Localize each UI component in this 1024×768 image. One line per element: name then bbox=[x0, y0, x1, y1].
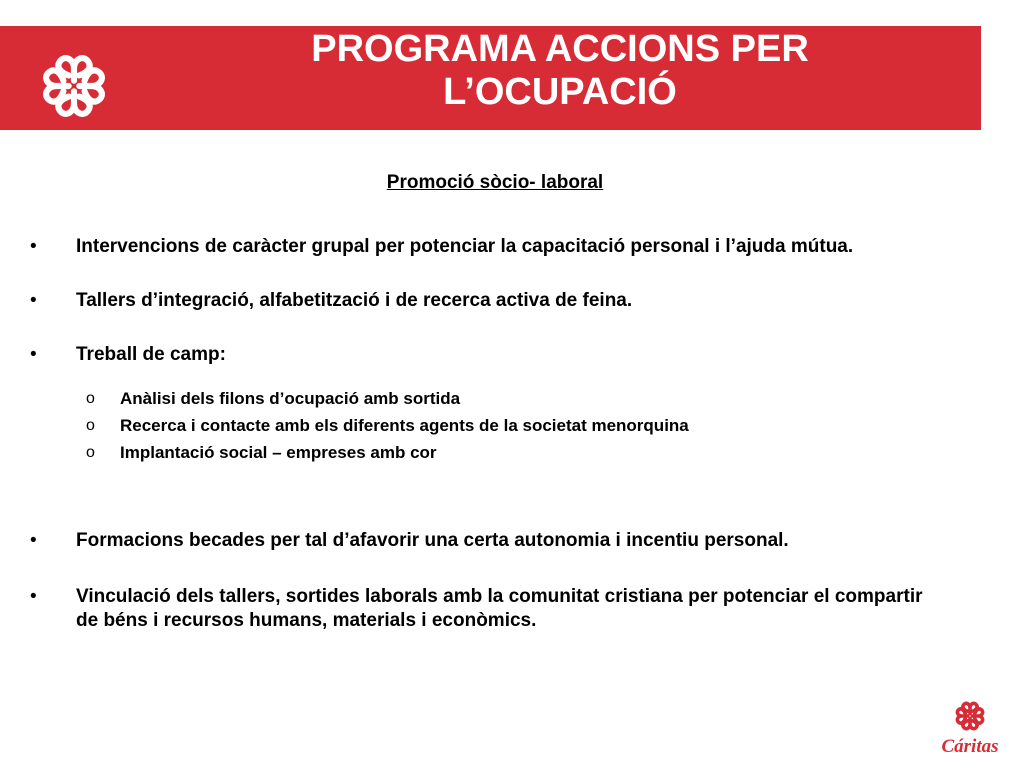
sub-bullet-marker: o bbox=[86, 390, 95, 407]
sub-list bbox=[30, 385, 930, 466]
list-item-text: Treball de camp: bbox=[76, 344, 226, 365]
list-item-text: Vinculació dels tallers, sortides laborals amb la comunitat cristiana per potenciar el compartir de béns i recursos humans, materials i econòmics. bbox=[76, 586, 923, 631]
sub-list-item-text: Anàlisi dels filons d’ocupació amb sortida bbox=[120, 389, 461, 408]
bullet-marker: • bbox=[30, 290, 37, 311]
title-line-1: PROGRAMA ACCIONS PER bbox=[311, 28, 809, 70]
caritas-cross-icon bbox=[28, 42, 120, 130]
bullet-marker: • bbox=[30, 530, 37, 551]
bullet-marker: • bbox=[30, 236, 37, 257]
caritas-wordmark: Cáritas bbox=[941, 736, 999, 757]
sub-bullet-marker: o bbox=[86, 417, 95, 434]
sub-list-item-text: Implantació social – empreses amb cor bbox=[120, 443, 437, 462]
sub-list-item bbox=[30, 385, 930, 412]
list-item-text: Tallers d’integració, alfabetització i de recerca activa de feina. bbox=[76, 290, 633, 311]
sub-list-item bbox=[30, 412, 930, 439]
sub-list-item-text: Recerca i contacte amb els diferents agents de la societat menorquina bbox=[120, 416, 689, 435]
list-item bbox=[30, 529, 930, 553]
sub-list-container bbox=[30, 385, 930, 466]
bullet-marker: • bbox=[30, 344, 37, 365]
list-item-text: Intervencions de caràcter grupal per potenciar la capacitació personal i l’ajuda mútua. bbox=[76, 236, 854, 257]
list-item-text: Formacions becades per tal d’afavorir una certa autonomia i incentiu personal. bbox=[76, 530, 789, 551]
list-item bbox=[30, 343, 930, 367]
section-subtitle: Promoció sòcio- laboral bbox=[386, 172, 604, 193]
list-item bbox=[30, 289, 930, 313]
footer-logo bbox=[928, 696, 1012, 764]
title-line-2: L’OCUPACIÓ bbox=[443, 71, 677, 113]
page-title bbox=[200, 28, 920, 114]
sub-bullet-marker: o bbox=[86, 444, 95, 461]
sub-list-item bbox=[30, 439, 930, 466]
bullet-list bbox=[30, 235, 930, 633]
caritas-cross-icon bbox=[950, 696, 990, 736]
list-item bbox=[30, 235, 930, 259]
bullet-marker: • bbox=[30, 586, 37, 607]
list-item bbox=[30, 585, 930, 633]
